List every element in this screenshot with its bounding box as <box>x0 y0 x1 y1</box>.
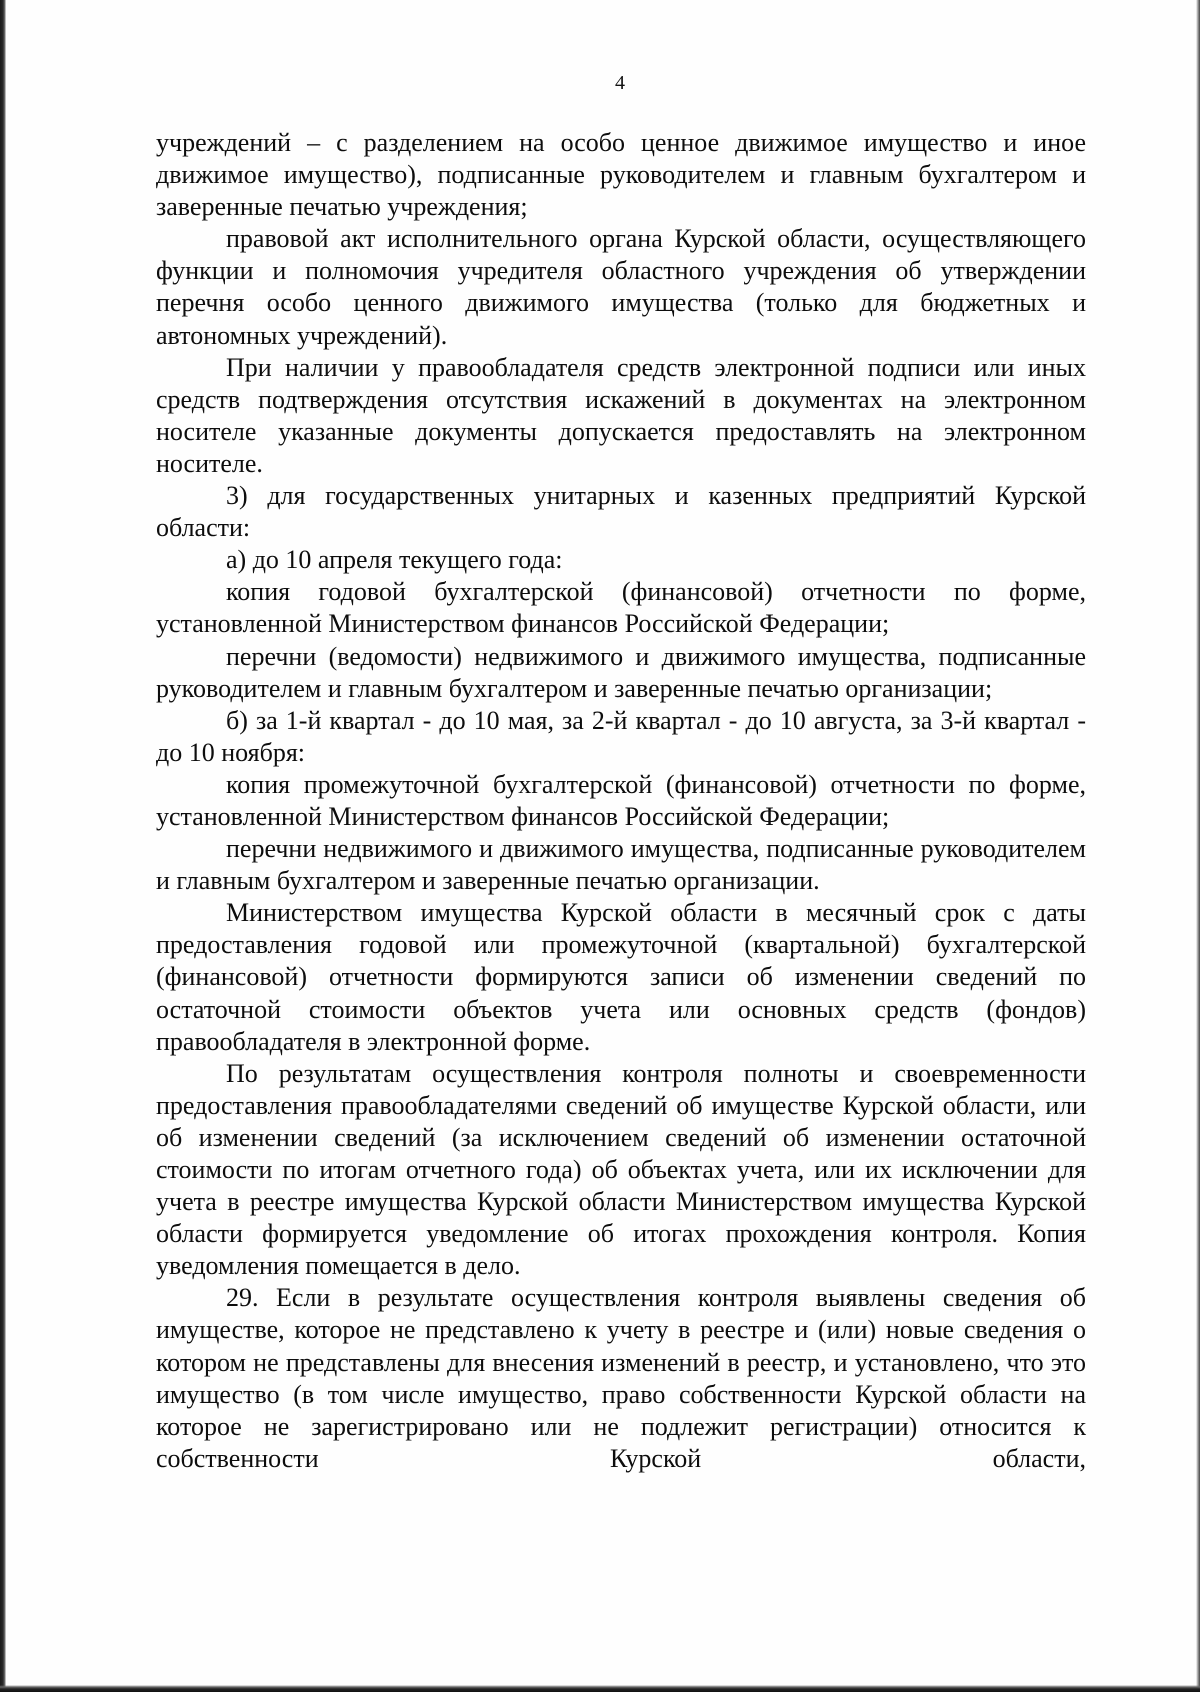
paragraph: копия промежуточной бухгалтерской (финансовой) отчетности по форме, установленной Министерством финансов Российской Федерации; <box>156 769 1086 831</box>
scan-edge-bottom <box>0 1685 1200 1692</box>
paragraph: 29. Если в результате осуществления контроля выявлены сведения об имуществе, которое не представлено к учету в реестре и (или) новые сведения о котором не представлены для внесения изменений в реестр, и установлено, что это имущество (в том числе имущество, право собственности Курской области на которое не зарегистрировано или не подлежит регистрации) относится к собственности Курской области, <box>156 1283 1086 1473</box>
scan-edge-left <box>0 0 6 1692</box>
paragraph: По результатам осуществления контроля полноты и своевременности предоставления правообладателями сведений об имуществе Курской области, или об изменении сведений (за исключением сведений об изменении остаточной стоимости по итогам отчетного года) об объектах учета, или их исключении для учета в реестре имущества Курской области Министерством имущества Курской области формируется уведомление об итогах прохождения контроля. Копия уведомления помещается в дело. <box>156 1058 1086 1281</box>
page-number: 4 <box>615 72 625 94</box>
paragraph: а) до 10 апреля текущего года: <box>226 545 563 575</box>
document-body <box>156 127 1086 1475</box>
paragraph: Министерством имущества Курской области в месячный срок с даты предоставления годовой или промежуточной (квартальной) бухгалтерской (финансовой) отчетности формируются записи об изменении сведений по остаточной стоимости объектов учета или основных средств (фондов) правообладателя в электронной форме. <box>156 898 1086 1056</box>
paragraph: перечни (ведомости) недвижимого и движимого имущества, подписанные руководителем и главным бухгалтером и заверенные печатью организации; <box>156 641 1086 703</box>
paragraph: учреждений – с разделением на особо ценное движимое имущество и иное движимое имущество), подписанные руководителем и главным бухгалтером и заверенные печатью учреждения; <box>156 128 1086 222</box>
paragraph: копия годовой бухгалтерской (финансовой) отчетности по форме, установленной Министерством финансов Российской Федерации; <box>156 577 1086 639</box>
paragraph: б) за 1-й квартал - до 10 мая, за 2-й квартал - до 10 августа, за 3-й квартал - до 10 ноября: <box>156 705 1086 767</box>
paragraph: 3) для государственных унитарных и казенных предприятий Курской области: <box>156 481 1086 543</box>
scan-edge-right <box>1196 0 1200 1692</box>
paragraph: При наличии у правообладателя средств электронной подписи или иных средств подтверждения отсутствия искажений в документах на электронном носителе указанные документы допускается предоставлять на электронном носителе. <box>156 352 1086 478</box>
paragraph: перечни недвижимого и движимого имущества, подписанные руководителем и главным бухгалтером и заверенные печатью организации. <box>156 834 1086 896</box>
paragraph: правовой акт исполнительного органа Курской области, осуществляющего функции и полномочия учредителя областного учреждения об утверждении перечня особо ценного движимого имущества (только для бюджетных и автономных учреждений). <box>156 224 1086 350</box>
